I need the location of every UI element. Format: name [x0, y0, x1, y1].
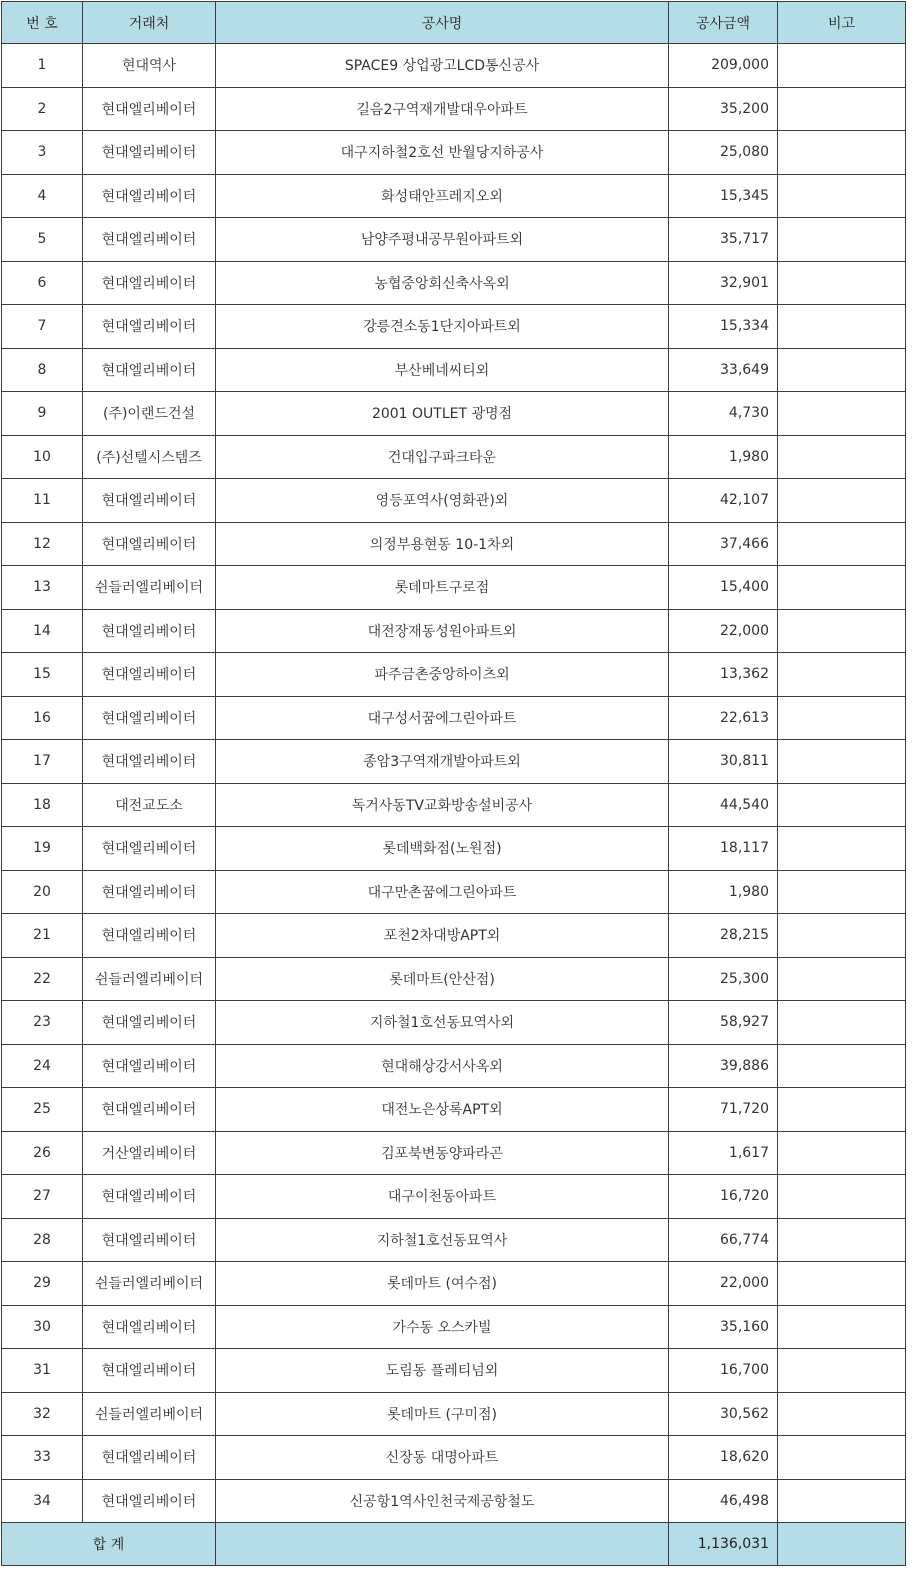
cell-amount: 15,345 [669, 174, 778, 218]
table-body [2, 44, 906, 1523]
cell-remarks [778, 740, 906, 784]
cell-client: 현대엘리베이터 [83, 522, 216, 566]
cell-project: 종암3구역재개발아파트외 [216, 740, 669, 784]
cell-remarks [778, 1044, 906, 1088]
total-label: 합 계 [2, 1523, 216, 1566]
cell-amount: 1,980 [669, 435, 778, 479]
cell-no: 23 [2, 1001, 83, 1045]
cell-remarks [778, 1436, 906, 1480]
table-row [2, 1088, 906, 1132]
cell-no: 22 [2, 957, 83, 1001]
table-row [2, 1305, 906, 1349]
cell-client: 쉰들러엘리베이터 [83, 566, 216, 610]
table-row [2, 522, 906, 566]
cell-no: 21 [2, 914, 83, 958]
table-row [2, 392, 906, 436]
cell-amount: 35,717 [669, 218, 778, 262]
cell-no: 32 [2, 1392, 83, 1436]
cell-project: 롯데마트 (여수점) [216, 1262, 669, 1306]
cell-remarks [778, 827, 906, 871]
table-row [2, 1175, 906, 1219]
cell-project: 신공항1역사인천국제공항철도 [216, 1479, 669, 1523]
cell-remarks [778, 870, 906, 914]
cell-no: 7 [2, 305, 83, 349]
cell-no: 34 [2, 1479, 83, 1523]
cell-client: 현대엘리베이터 [83, 914, 216, 958]
cell-client: 현대역사 [83, 44, 216, 88]
table-row [2, 914, 906, 958]
cell-no: 26 [2, 1131, 83, 1175]
cell-client: 쉰들러엘리베이터 [83, 1392, 216, 1436]
cell-remarks [778, 653, 906, 697]
cell-remarks [778, 218, 906, 262]
cell-project: 농협중앙회신축사옥외 [216, 261, 669, 305]
cell-amount: 28,215 [669, 914, 778, 958]
table-row [2, 1001, 906, 1045]
cell-amount: 32,901 [669, 261, 778, 305]
cell-no: 8 [2, 348, 83, 392]
cell-client: 현대엘리베이터 [83, 261, 216, 305]
cell-client: 현대엘리베이터 [83, 653, 216, 697]
cell-project: 건대입구파크타운 [216, 435, 669, 479]
cell-no: 13 [2, 566, 83, 610]
cell-project: 부산베네씨티외 [216, 348, 669, 392]
cell-amount: 30,811 [669, 740, 778, 784]
cell-amount: 37,466 [669, 522, 778, 566]
cell-remarks [778, 566, 906, 610]
cell-remarks [778, 609, 906, 653]
cell-no: 31 [2, 1349, 83, 1393]
cell-no: 27 [2, 1175, 83, 1219]
cell-project: 도림동 플레티넘외 [216, 1349, 669, 1393]
cell-client: 현대엘리베이터 [83, 131, 216, 175]
total-row [2, 1523, 906, 1566]
table-row [2, 566, 906, 610]
cell-amount: 15,334 [669, 305, 778, 349]
cell-amount: 71,720 [669, 1088, 778, 1132]
cell-amount: 22,000 [669, 1262, 778, 1306]
cell-amount: 22,000 [669, 609, 778, 653]
cell-remarks [778, 522, 906, 566]
cell-amount: 4,730 [669, 392, 778, 436]
cell-project: 신장동 대명아파트 [216, 1436, 669, 1480]
table-row [2, 783, 906, 827]
cell-project: 길음2구역재개발대우아파트 [216, 87, 669, 131]
header-client: 거래처 [83, 2, 216, 44]
cell-project: 독거사동TV교화방송설비공사 [216, 783, 669, 827]
cell-remarks [778, 1131, 906, 1175]
cell-project: 대구만촌꿈에그린아파트 [216, 870, 669, 914]
cell-no: 9 [2, 392, 83, 436]
header-no: 번 호 [2, 2, 83, 44]
cell-project: 영등포역사(영화관)외 [216, 479, 669, 523]
cell-client: 현대엘리베이터 [83, 1175, 216, 1219]
cell-remarks [778, 1262, 906, 1306]
table-row [2, 1044, 906, 1088]
cell-no: 18 [2, 783, 83, 827]
cell-project: 현대해상강서사옥외 [216, 1044, 669, 1088]
cell-amount: 1,617 [669, 1131, 778, 1175]
total-remarks [778, 1523, 906, 1566]
table-row [2, 740, 906, 784]
cell-remarks [778, 1088, 906, 1132]
cell-project: 지하철1호선동묘역사외 [216, 1001, 669, 1045]
cell-no: 3 [2, 131, 83, 175]
header-project: 공사명 [216, 2, 669, 44]
cell-remarks [778, 435, 906, 479]
cell-remarks [778, 261, 906, 305]
cell-project: 파주금촌중앙하이츠외 [216, 653, 669, 697]
table-row [2, 348, 906, 392]
cell-project: 포천2차대방APT외 [216, 914, 669, 958]
table-row [2, 44, 906, 88]
cell-project: 대구성서꿈에그린아파트 [216, 696, 669, 740]
table-row [2, 1436, 906, 1480]
table-row [2, 218, 906, 262]
table-row [2, 870, 906, 914]
cell-project: 대전장재동성원아파트외 [216, 609, 669, 653]
cell-client: 현대엘리베이터 [83, 609, 216, 653]
cell-project: 롯데마트(안산점) [216, 957, 669, 1001]
cell-client: 현대엘리베이터 [83, 1088, 216, 1132]
cell-remarks [778, 1175, 906, 1219]
cell-no: 17 [2, 740, 83, 784]
cell-amount: 33,649 [669, 348, 778, 392]
table-row [2, 1479, 906, 1523]
cell-project: 남양주평내공무원아파트외 [216, 218, 669, 262]
cell-client: 대전교도소 [83, 783, 216, 827]
table-row [2, 261, 906, 305]
table-row [2, 653, 906, 697]
cell-client: 현대엘리베이터 [83, 348, 216, 392]
table-row [2, 609, 906, 653]
cell-client: 현대엘리베이터 [83, 1001, 216, 1045]
cell-amount: 66,774 [669, 1218, 778, 1262]
cell-no: 33 [2, 1436, 83, 1480]
cell-remarks [778, 305, 906, 349]
table-row [2, 1392, 906, 1436]
cell-remarks [778, 1305, 906, 1349]
cell-client: 현대엘리베이터 [83, 1305, 216, 1349]
cell-amount: 16,720 [669, 1175, 778, 1219]
cell-project: 롯데마트구로점 [216, 566, 669, 610]
cell-project: 김포북변동양파라곤 [216, 1131, 669, 1175]
cell-no: 30 [2, 1305, 83, 1349]
cell-no: 24 [2, 1044, 83, 1088]
cell-client: 현대엘리베이터 [83, 305, 216, 349]
cell-amount: 58,927 [669, 1001, 778, 1045]
cell-remarks [778, 87, 906, 131]
cell-amount: 35,200 [669, 87, 778, 131]
cell-client: 현대엘리베이터 [83, 1436, 216, 1480]
cell-client: 현대엘리베이터 [83, 1218, 216, 1262]
cell-amount: 18,117 [669, 827, 778, 871]
cell-client: (주)이랜드건설 [83, 392, 216, 436]
project-table [1, 1, 906, 1566]
cell-no: 4 [2, 174, 83, 218]
cell-amount: 22,613 [669, 696, 778, 740]
cell-amount: 16,700 [669, 1349, 778, 1393]
cell-client: 현대엘리베이터 [83, 870, 216, 914]
table-row [2, 1262, 906, 1306]
cell-no: 2 [2, 87, 83, 131]
cell-amount: 42,107 [669, 479, 778, 523]
table-row [2, 87, 906, 131]
table-footer [2, 1523, 906, 1566]
cell-no: 1 [2, 44, 83, 88]
table-row [2, 696, 906, 740]
cell-project: 가수동 오스카빌 [216, 1305, 669, 1349]
table-row [2, 827, 906, 871]
cell-no: 6 [2, 261, 83, 305]
cell-no: 11 [2, 479, 83, 523]
cell-amount: 39,886 [669, 1044, 778, 1088]
table-row [2, 1131, 906, 1175]
cell-client: 거산엘리베이터 [83, 1131, 216, 1175]
cell-amount: 18,620 [669, 1436, 778, 1480]
table-header [2, 2, 906, 44]
cell-remarks [778, 1479, 906, 1523]
cell-amount: 209,000 [669, 44, 778, 88]
cell-project: 의정부용현동 10-1차외 [216, 522, 669, 566]
cell-client: 쉰들러엘리베이터 [83, 957, 216, 1001]
cell-amount: 15,400 [669, 566, 778, 610]
cell-no: 28 [2, 1218, 83, 1262]
cell-remarks [778, 348, 906, 392]
cell-no: 29 [2, 1262, 83, 1306]
cell-no: 15 [2, 653, 83, 697]
cell-no: 25 [2, 1088, 83, 1132]
cell-no: 14 [2, 609, 83, 653]
cell-no: 20 [2, 870, 83, 914]
cell-client: 쉰들러엘리베이터 [83, 1262, 216, 1306]
cell-project: SPACE9 상업광고LCD통신공사 [216, 44, 669, 88]
cell-amount: 25,300 [669, 957, 778, 1001]
cell-amount: 13,362 [669, 653, 778, 697]
cell-client: 현대엘리베이터 [83, 1044, 216, 1088]
cell-remarks [778, 44, 906, 88]
cell-project: 롯데마트 (구미점) [216, 1392, 669, 1436]
header-remarks: 비고 [778, 2, 906, 44]
cell-remarks [778, 1218, 906, 1262]
table-row [2, 479, 906, 523]
cell-amount: 35,160 [669, 1305, 778, 1349]
cell-project: 롯데백화점(노원점) [216, 827, 669, 871]
table-row [2, 305, 906, 349]
cell-client: 현대엘리베이터 [83, 87, 216, 131]
cell-amount: 44,540 [669, 783, 778, 827]
cell-amount: 1,980 [669, 870, 778, 914]
cell-remarks [778, 696, 906, 740]
cell-remarks [778, 783, 906, 827]
cell-project: 화성태안프레지오외 [216, 174, 669, 218]
cell-amount: 30,562 [669, 1392, 778, 1436]
cell-remarks [778, 392, 906, 436]
cell-client: 현대엘리베이터 [83, 827, 216, 871]
header-amount: 공사금액 [669, 2, 778, 44]
cell-client: 현대엘리베이터 [83, 479, 216, 523]
table-row [2, 131, 906, 175]
total-amount: 1,136,031 [669, 1523, 778, 1566]
total-project [216, 1523, 669, 1566]
cell-remarks [778, 1349, 906, 1393]
cell-amount: 25,080 [669, 131, 778, 175]
cell-no: 5 [2, 218, 83, 262]
table-row [2, 957, 906, 1001]
table-row [2, 435, 906, 479]
cell-project: 지하철1호선동묘역사 [216, 1218, 669, 1262]
cell-client: 현대엘리베이터 [83, 1349, 216, 1393]
cell-client: 현대엘리베이터 [83, 174, 216, 218]
cell-remarks [778, 479, 906, 523]
table-row [2, 174, 906, 218]
cell-remarks [778, 174, 906, 218]
cell-no: 19 [2, 827, 83, 871]
cell-project: 대전노은상록APT외 [216, 1088, 669, 1132]
cell-remarks [778, 914, 906, 958]
cell-client: 현대엘리베이터 [83, 1479, 216, 1523]
header-row [2, 2, 906, 44]
cell-remarks [778, 957, 906, 1001]
cell-remarks [778, 131, 906, 175]
cell-project: 대구지하철2호선 반월당지하공사 [216, 131, 669, 175]
cell-no: 16 [2, 696, 83, 740]
cell-client: 현대엘리베이터 [83, 218, 216, 262]
cell-client: 현대엘리베이터 [83, 696, 216, 740]
cell-remarks [778, 1001, 906, 1045]
cell-client: 현대엘리베이터 [83, 740, 216, 784]
cell-project: 강릉견소동1단지아파트외 [216, 305, 669, 349]
table-row [2, 1218, 906, 1262]
cell-amount: 46,498 [669, 1479, 778, 1523]
cell-project: 대구이천동아파트 [216, 1175, 669, 1219]
cell-no: 10 [2, 435, 83, 479]
cell-client: (주)선텔시스템즈 [83, 435, 216, 479]
cell-project: 2001 OUTLET 광명점 [216, 392, 669, 436]
cell-remarks [778, 1392, 906, 1436]
cell-no: 12 [2, 522, 83, 566]
table-row [2, 1349, 906, 1393]
